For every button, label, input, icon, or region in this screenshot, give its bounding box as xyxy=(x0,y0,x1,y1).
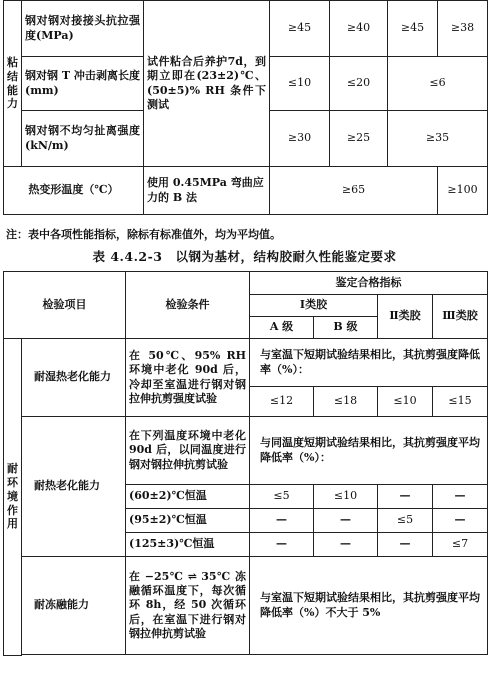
item-heat-deflection: 热变形温度（℃） xyxy=(4,167,144,215)
value-cell: — xyxy=(250,533,314,557)
value-cell: — xyxy=(378,485,433,509)
value-cell: ≥40 xyxy=(330,1,388,57)
value-cell: ≤20 xyxy=(330,57,388,111)
env-group-label: 耐 环 境 作 用 xyxy=(4,339,22,656)
value-cell: ≥30 xyxy=(270,111,330,167)
value-cell: — xyxy=(250,509,314,533)
value-cell: ≥35 xyxy=(388,111,488,167)
test-condition-b-method: 使用 0.45MPa 弯曲应力的 B 法 xyxy=(144,167,270,215)
value-cell: — xyxy=(433,509,488,533)
requirement-heat-aging: 与同温度短期试验结果相比，其抗剪强度平均降低率（%）： xyxy=(250,417,488,485)
value-cell: ≤10 xyxy=(270,57,330,111)
value-cell: ≤5 xyxy=(250,485,314,509)
header-grade-a: A 级 xyxy=(250,317,314,339)
table-caption: 表 4.4.2-3 以钢为基材，结构胶耐久性能鉴定要求 xyxy=(92,249,397,264)
value-cell: ≥65 xyxy=(270,167,438,215)
value-cell: — xyxy=(314,509,378,533)
condition-125c: (125±3)℃恒温 xyxy=(126,533,250,557)
test-condition-cure: 试件粘合后养护7d，到期立即在(23±2)℃、(50±5)% RH 条件下测试 xyxy=(144,1,270,167)
bonding-group-label: 粘 结 能 力 xyxy=(4,1,22,167)
bonding-performance-table xyxy=(3,0,488,215)
value-cell: ≥45 xyxy=(270,1,330,57)
header-class-3: Ⅲ类胶 xyxy=(433,295,488,339)
requirement-humid-heat: 与室温下短期试验结果相比，其抗剪强度降低率（%）： xyxy=(250,339,488,387)
header-qualification: 鉴定合格指标 xyxy=(250,272,488,295)
item-freeze-thaw: 耐冻融能力 xyxy=(22,557,126,655)
item-t-peel-length: 钢对钢 T 冲击剥离长度(mm) xyxy=(22,57,144,111)
header-test-item: 检验项目 xyxy=(4,272,126,339)
value-cell: ≥100 xyxy=(438,167,488,215)
condition-freeze-thaw: 在 −25℃ ⇌ 35℃ 冻融循环温度下，每次循环 8h，经 50 次循环后，在室温下进行钢对钢拉伸抗剪试验 xyxy=(126,557,250,655)
durability-requirements-table xyxy=(3,271,488,656)
value-cell: ≤15 xyxy=(433,387,488,417)
value-cell: ≤7 xyxy=(433,533,488,557)
value-cell: — xyxy=(433,485,488,509)
header-grade-b: B 级 xyxy=(314,317,378,339)
condition-60c: (60±2)℃恒温 xyxy=(126,485,250,509)
requirement-freeze-thaw: 与室温下短期试验结果相比，其抗剪强度平均降低率（%）不大于 5% xyxy=(250,557,488,655)
value-cell: — xyxy=(378,533,433,557)
condition-humid-heat: 在 50℃、95% RH 环境中老化 90d 后，冷却至室温进行钢对钢拉伸抗剪强度试验 xyxy=(126,339,250,417)
item-butt-joint-tensile: 钢对钢对接接头抗拉强度(MPa) xyxy=(22,1,144,57)
table-note: 注：表中各项性能指标，除标有标准值外，均为平均值。 xyxy=(6,228,281,241)
header-class-1: Ⅰ类胶 xyxy=(250,295,378,317)
value-cell: ≥38 xyxy=(438,1,488,57)
condition-95c: (95±2)℃恒温 xyxy=(126,509,250,533)
header-test-condition: 检验条件 xyxy=(126,272,250,339)
value-cell: ≤12 xyxy=(250,387,314,417)
item-heat-aging: 耐热老化能力 xyxy=(22,417,126,557)
item-uneven-cleavage: 钢对钢不均匀扯离强度(kN/m) xyxy=(22,111,144,167)
value-cell: — xyxy=(314,533,378,557)
header-class-2: Ⅱ类胶 xyxy=(378,295,433,339)
value-cell: ≥45 xyxy=(388,1,438,57)
item-humid-heat-aging: 耐湿热老化能力 xyxy=(22,339,126,417)
value-cell: ≤18 xyxy=(314,387,378,417)
value-cell: ≤5 xyxy=(378,509,433,533)
value-cell: ≤10 xyxy=(314,485,378,509)
value-cell: ≤10 xyxy=(378,387,433,417)
condition-heat-aging: 在下列温度环境中老化 90d 后，以同温度进行钢对钢拉伸抗剪试验 xyxy=(126,417,250,485)
value-cell: ≤6 xyxy=(388,57,488,111)
value-cell: ≥25 xyxy=(330,111,388,167)
